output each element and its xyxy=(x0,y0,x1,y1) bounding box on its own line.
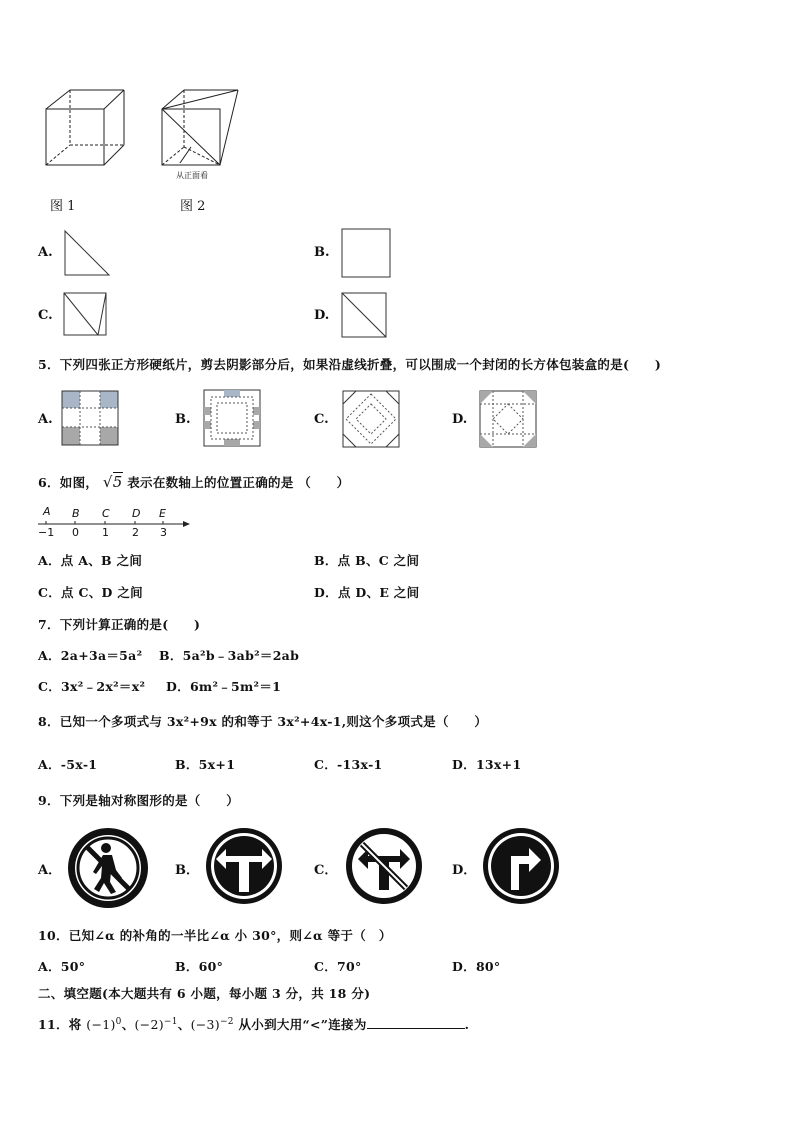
axis-label-b: B xyxy=(72,507,80,520)
q5-option-c-label: C. xyxy=(314,412,329,427)
q4-option-b-label: B. xyxy=(314,245,330,260)
q11-end: . xyxy=(464,1017,470,1032)
axis-number-3: 3 xyxy=(160,526,167,539)
axis-number-neg1: −1 xyxy=(38,526,55,539)
q7-question: 7．下列计算正确的是( ) xyxy=(38,617,201,632)
q10-option-a: A．50° xyxy=(38,959,86,974)
q11-term-2-exp: −1 xyxy=(163,1016,178,1027)
axis-label-a: A xyxy=(43,505,51,518)
q4-option-c-label: C. xyxy=(38,308,53,323)
q5-option-a-figure xyxy=(61,390,119,446)
axis-number-0: 0 xyxy=(72,526,79,539)
q7-option-c: C．3x²﹣2x²＝x² xyxy=(38,679,146,694)
q11-term-1-base: (−1) xyxy=(86,1017,116,1032)
q5-option-a-label: A. xyxy=(38,412,53,427)
q5-question: 5．下列四张正方形硬纸片，剪去阴影部分后，如果沿虚线折叠，可以围成一个封闭的长方体包装盒的是( ) xyxy=(38,357,662,372)
q8-option-d: D．13x+1 xyxy=(452,757,522,772)
q9-option-d-label: D． xyxy=(452,863,477,878)
q8-option-b: B．5x+1 xyxy=(175,757,236,772)
q8-option-c: C．-13x-1 xyxy=(314,757,383,772)
q4-option-c-figure xyxy=(63,292,107,336)
q11-separator-2: 、 xyxy=(177,1017,191,1032)
no-pedestrian-sign-icon xyxy=(66,826,150,910)
q11-term-1-exp: 0 xyxy=(115,1016,122,1027)
q4-option-a-figure xyxy=(64,230,110,276)
q7-option-a: A．2a+3a＝5a² xyxy=(38,648,143,663)
q10-option-d: D．80° xyxy=(452,959,501,974)
q10-question: 10．已知∠α 的补角的一半比∠α 小 30°，则∠α 等于（ ） xyxy=(38,928,392,943)
q4-option-a-label: A. xyxy=(38,245,53,260)
q8-option-a: A．-5x-1 xyxy=(38,757,98,772)
q11-suffix: 从小到大用“<”连接为 xyxy=(238,1017,367,1032)
q11-prefix: 11．将 xyxy=(38,1017,82,1032)
q11-separator-1: 、 xyxy=(121,1017,135,1032)
q6-question xyxy=(38,473,349,491)
q4-option-b-figure xyxy=(341,228,391,278)
q10-option-c: C．70° xyxy=(314,959,362,974)
q11-term-3-exp: −2 xyxy=(219,1016,234,1027)
turn-right-sign-icon xyxy=(481,826,561,906)
q6-sqrt: √5 xyxy=(102,473,123,491)
q6-option-d: D．点 D、E 之间 xyxy=(314,585,420,600)
q6-prefix: 6．如图， xyxy=(38,475,99,490)
figure-1-cube xyxy=(40,85,130,170)
q11-term-3 xyxy=(191,1017,234,1032)
q9-option-a-label: A． xyxy=(38,863,62,878)
axis-number-1: 1 xyxy=(102,526,109,539)
q11-term-3-base: (−3) xyxy=(190,1017,220,1032)
axis-label-e: E xyxy=(159,507,166,520)
q7-option-d: D．6m²﹣5m²＝1 xyxy=(166,679,282,694)
q5-option-d-label: D. xyxy=(452,412,468,427)
q11-question xyxy=(38,1015,469,1033)
q5-option-b-label: B. xyxy=(175,412,191,427)
q4-option-d-label: D. xyxy=(314,308,330,323)
q5-option-c-figure xyxy=(342,390,400,448)
q11-answer-blank[interactable] xyxy=(367,1016,465,1029)
q7-option-b: B．5a²b﹣3ab²＝2ab xyxy=(159,648,300,663)
figure-2-note: 从正面看 xyxy=(176,171,208,180)
no-turn-sign-icon xyxy=(344,826,424,906)
q6-sqrt-radicand: 5 xyxy=(112,473,123,491)
q11-term-2 xyxy=(135,1017,178,1032)
figure-2-cut-cube xyxy=(158,85,248,170)
q6-option-a: A．点 A、B 之间 xyxy=(38,553,143,568)
axis-label-d: D xyxy=(132,507,141,520)
figure-2-caption: 图 2 xyxy=(180,199,206,214)
figure-1-caption: 图 1 xyxy=(50,199,76,214)
q6-option-c: C．点 C、D 之间 xyxy=(38,585,143,600)
q6-option-b: B．点 B、C 之间 xyxy=(314,553,420,568)
q4-option-d-figure xyxy=(341,292,387,338)
q11-term-1 xyxy=(86,1017,121,1032)
q5-option-d-figure xyxy=(479,390,537,448)
q6-suffix: 表示在数轴上的位置正确的是 （ ） xyxy=(127,475,350,490)
axis-number-2: 2 xyxy=(132,526,139,539)
q9-question: 9．下列是轴对称图形的是（ ） xyxy=(38,793,239,808)
q5-option-b-figure xyxy=(203,389,261,447)
q11-term-2-base: (−2) xyxy=(134,1017,164,1032)
turn-left-or-right-sign-icon xyxy=(204,826,284,906)
q10-option-b: B．60° xyxy=(175,959,224,974)
q8-question: 8．已知一个多项式与 3x²+9x 的和等于 3x²+4x-1,则这个多项式是（ ） xyxy=(38,714,488,729)
q9-option-b-label: B． xyxy=(175,863,199,878)
axis-label-c: C xyxy=(102,507,110,520)
q9-option-c-label: C． xyxy=(314,863,338,878)
section-2-title: 二、填空题(本大题共有 6 小题，每小题 3 分，共 18 分) xyxy=(38,986,371,1001)
